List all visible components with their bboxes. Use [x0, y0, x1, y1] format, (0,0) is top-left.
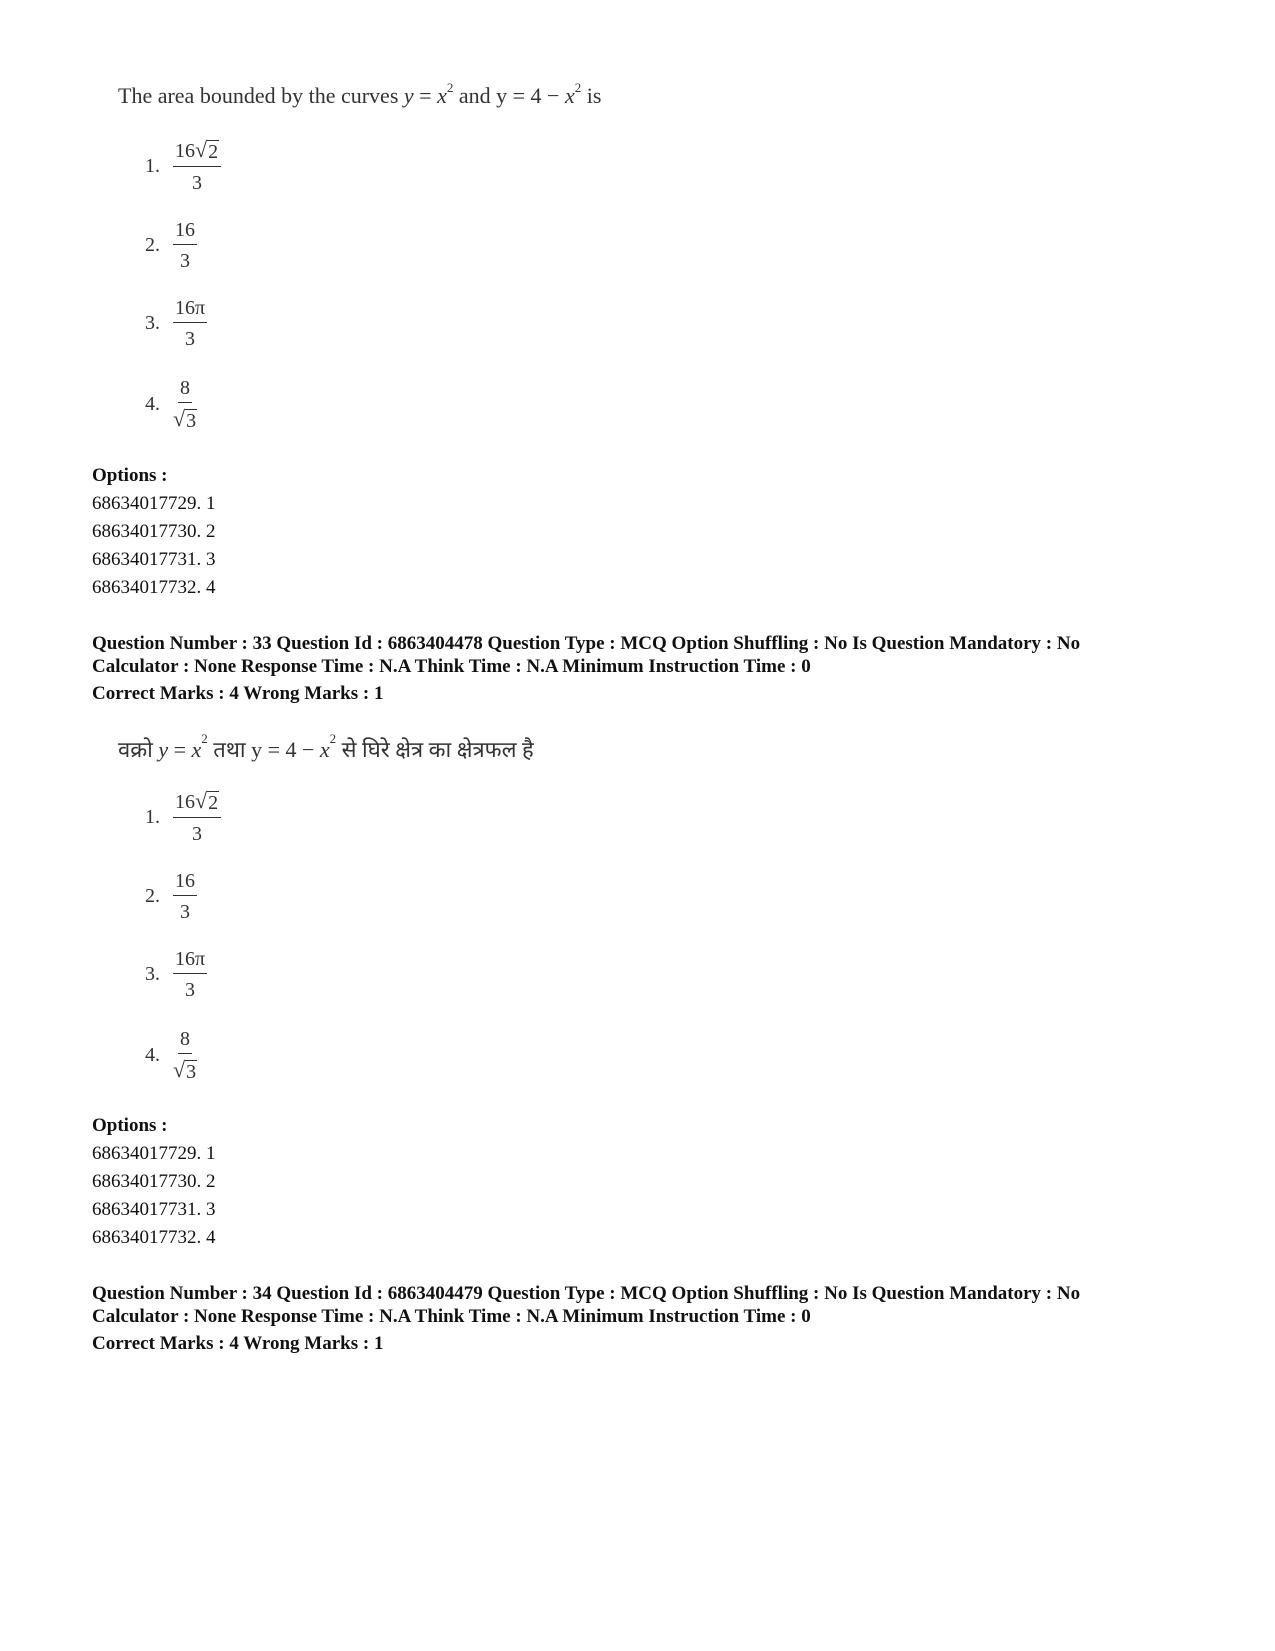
options-list-2: [92, 1112, 216, 1252]
options-title: Options :: [92, 1115, 168, 1136]
option-id-3: 68634017731. 3: [92, 549, 216, 570]
option-id-1: 68634017729. 1: [92, 493, 216, 514]
choice-2: 2. $\frac{16}{3}$: [145, 219, 195, 272]
question-image-english: [118, 80, 638, 450]
question-33-meta: [92, 632, 1080, 705]
question-33-meta-line1: Question Number : 33 Question Id : 6863404478 Question Type : MCQ Option Shuffling : No Is Question Mandatory : No: [92, 633, 1081, 654]
question-text-english: The area bounded by the curves $y = x^2$ and $y = 4 - x^2$ is: [118, 80, 602, 108]
option-id-3: 68634017731. 3: [92, 1199, 216, 1220]
choice-4: 4. 8 √ 3: [145, 377, 197, 432]
choice-4: 4. 8 √ 3: [145, 1028, 197, 1083]
choice-2: 2. $\frac{16}{3}$: [145, 870, 195, 923]
question-34-meta-line2: Calculator : None Response Time : N.A Think Time : N.A Minimum Instruction Time : 0: [92, 1306, 811, 1327]
question-34-marks: Correct Marks : 4 Wrong Marks : 1: [92, 1333, 384, 1354]
choice-1: 1. 16 √ 2 3: [145, 791, 221, 844]
option-id-2: 68634017730. 2: [92, 521, 216, 542]
question-34-meta: [92, 1282, 1080, 1355]
question-34-meta-line1: Question Number : 34 Question Id : 6863404479 Question Type : MCQ Option Shuffling : No Is Question Mandatory : No: [92, 1283, 1081, 1304]
question-33-meta-line2: Calculator : None Response Time : N.A Think Time : N.A Minimum Instruction Time : 0: [92, 656, 811, 677]
choice-1: 1. 16 √ 2 3: [145, 140, 221, 193]
option-id-4: 68634017732. 4: [92, 1227, 216, 1248]
question-image-hindi: [118, 731, 638, 1101]
option-id-2: 68634017730. 2: [92, 1171, 216, 1192]
question-text-hindi: वक्रो $y = x^2$ तथा $y = 4 - x^2$ से घिरे क्षेत्र का क्षेत्रफल है: [118, 731, 534, 762]
question-33-marks: Correct Marks : 4 Wrong Marks : 1: [92, 683, 384, 704]
options-title: Options :: [92, 465, 168, 486]
option-id-1: 68634017729. 1: [92, 1143, 216, 1164]
choice-3: 3. $\frac{16\pi}{3}$: [145, 948, 206, 1001]
option-id-4: 68634017732. 4: [92, 577, 216, 598]
options-list-1: [92, 462, 216, 602]
choice-3: 3. $\frac{16\pi}{3}$: [145, 297, 206, 350]
